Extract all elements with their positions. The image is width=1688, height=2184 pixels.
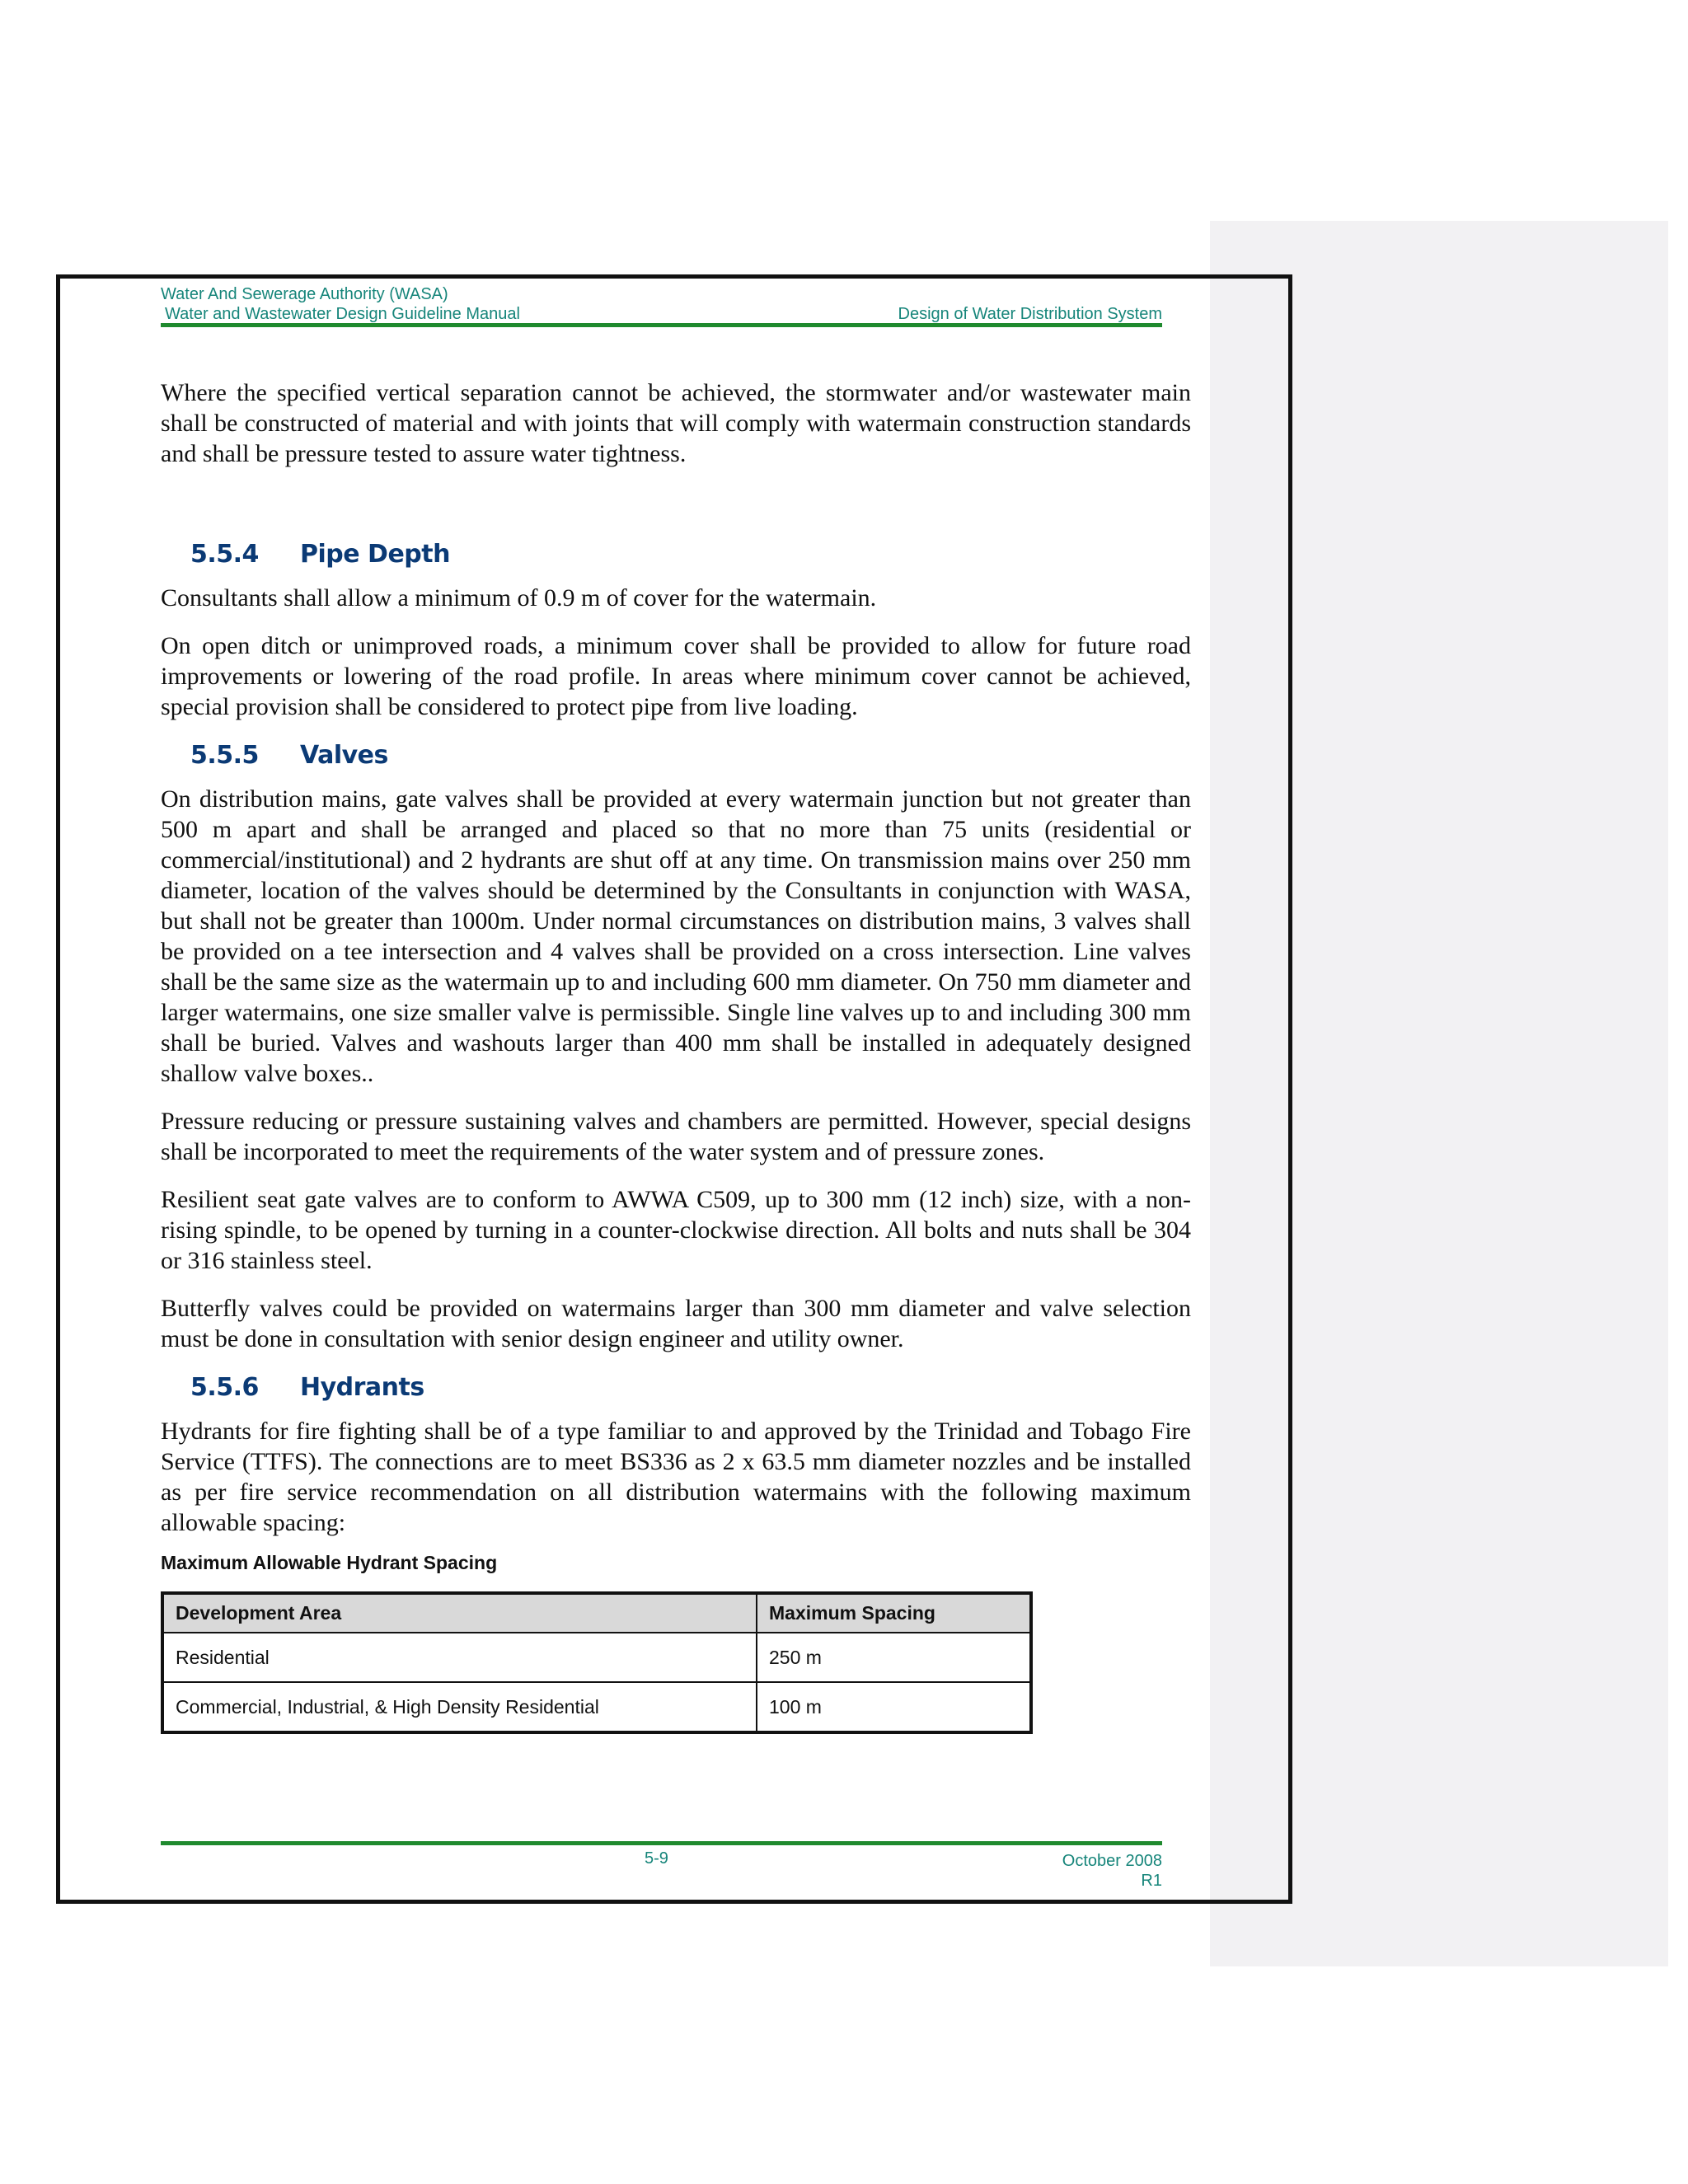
- valves-paragraph-1: On distribution mains, gate valves shall be provided at every watermain junction but not greater than 500 m apart and shall be arranged and placed so that no more than 75 units (residential or commercial/institutional) and 2 hydrants are shut off at any time. On transmission mains over 250 mm diameter, location of the valves should be determined by the Consultants in conjunction with WASA, but shall not be greater than 1000m. Under normal circumstances on distribution mains, 3 valves shall be provided on a tee intersection and 4 valves shall be provided on a cross intersection. Line valves shall be the same size as the watermain up to and including 600 mm diameter. On 750 mm diameter and larger watermains, one size smaller valve is permissible. Single line valves up to and including 300 mm shall be buried. Valves and washouts larger than 400 mm shall be installed in adequately designed shallow valve boxes..: [161, 785, 1191, 1087]
- footer-date-block: [1062, 1851, 1162, 1891]
- table-cell: Commercial, Industrial, & High Density Residential: [162, 1682, 757, 1732]
- pipe-depth-paragraph-1: Consultants shall allow a minimum of 0.9 m of cover for the watermain.: [161, 584, 877, 612]
- table-row: [162, 1682, 1031, 1732]
- pipe-depth-paragraph-2: On open ditch or unimproved roads, a minimum cover shall be provided to allow for future road improvements or lowering of the road profile. In areas where minimum cover cannot be achieved, special provision shall be considered to protect pipe from live loading.: [161, 632, 1191, 720]
- table-cell: 100 m: [757, 1682, 1031, 1732]
- footer-rule: [161, 1841, 1162, 1845]
- section-number: 5.5.5: [190, 741, 259, 770]
- hydrant-spacing-table: [161, 1591, 1033, 1734]
- header-manual-title: Water and Wastewater Design Guideline Manual: [165, 305, 520, 323]
- footer-revision: R1: [1141, 1872, 1162, 1890]
- table-row: [162, 1633, 1031, 1682]
- header-rule: [161, 323, 1162, 327]
- table-caption: Maximum Allowable Hydrant Spacing: [161, 1552, 498, 1573]
- column-header-development-area: Development Area: [162, 1593, 757, 1633]
- table-cell: 250 m: [757, 1633, 1031, 1682]
- table-cell: Residential: [162, 1633, 757, 1682]
- section-number: 5.5.4: [190, 540, 259, 569]
- page-number: 5-9: [645, 1849, 668, 1868]
- section-title: Valves: [300, 741, 388, 770]
- section-title: Pipe Depth: [300, 540, 450, 569]
- section-heading-pipe-depth: [190, 538, 1191, 571]
- header-chapter-title: Design of Water Distribution System: [898, 305, 1162, 323]
- valves-paragraph-4: Butterfly valves could be provided on watermains larger than 300 mm diameter and valve selection must be done in consultation with senior design engineer and utility owner.: [161, 1295, 1191, 1352]
- section-heading-hydrants: [190, 1371, 1191, 1404]
- table-header-row: [162, 1593, 1031, 1633]
- document-body: [161, 377, 1191, 1734]
- section-title: Hydrants: [300, 1373, 424, 1402]
- footer-date: October 2008: [1062, 1852, 1162, 1870]
- valves-paragraph-3: Resilient seat gate valves are to conform to AWWA C509, up to 300 mm (12 inch) size, with a non-rising spindle, to be opened by turning in a counter-clockwise direction. All bolts and nuts shall be 304 or 316 stainless steel.: [161, 1186, 1191, 1274]
- hydrants-paragraph-1: Hydrants for fire fighting shall be of a type familiar to and approved by the Trinidad and Tobago Fire Service (TTFS). The connections are to meet BS336 as 2 x 63.5 mm diameter nozzles and be installed as per fire service recommendation on all distribution watermains with the following maximum allowable spacing:: [161, 1418, 1191, 1536]
- section-number: 5.5.6: [190, 1373, 259, 1402]
- section-heading-valves: [190, 739, 1191, 772]
- valves-paragraph-2: Pressure reducing or pressure sustaining valves and chambers are permitted. However, special designs shall be incorporated to meet the requirements of the water system and of pressure zones.: [161, 1108, 1191, 1165]
- header-organization: Water And Sewerage Authority (WASA): [161, 285, 448, 303]
- intro-paragraph: Where the specified vertical separation cannot be achieved, the stormwater and/or wastewater main shall be constructed of material and with joints that will comply with watermain construction standards and shall be pressure tested to assure water tightness.: [161, 379, 1191, 467]
- column-header-maximum-spacing: Maximum Spacing: [757, 1593, 1031, 1633]
